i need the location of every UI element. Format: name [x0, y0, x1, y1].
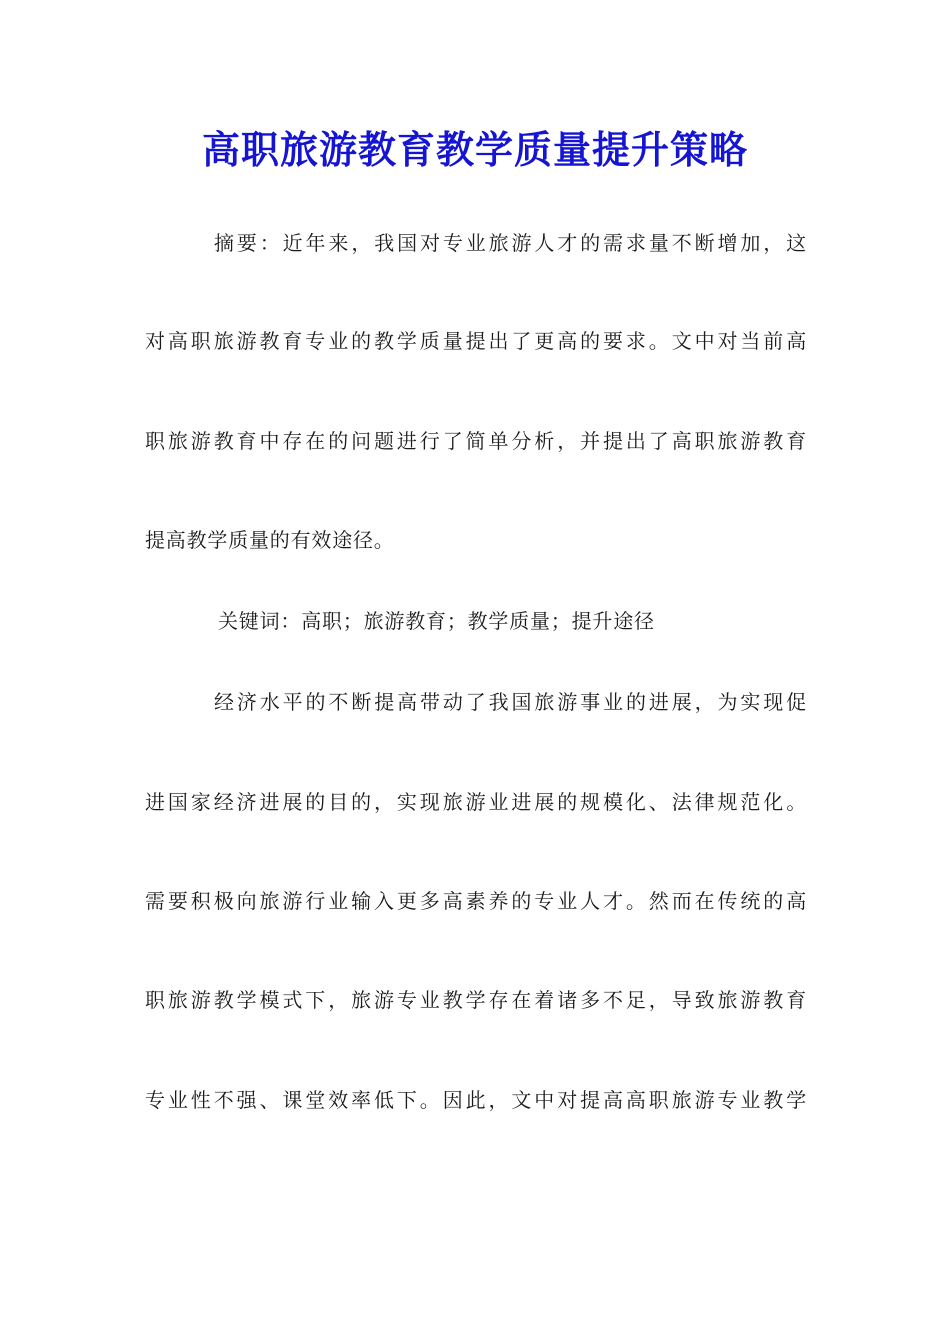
abstract-line: 提高教学质量的有效途径。	[145, 528, 395, 552]
body-line: 专业性不强、课堂效率低下。因此，文中对提高高职旅游专业教学	[145, 1088, 807, 1112]
body-line: 进国家经济进展的目的，实现旅游业进展的规模化、法律规范化。	[145, 790, 807, 814]
body-line: 需要积极向旅游行业输入更多高素养的专业人才。然而在传统的高	[145, 889, 807, 913]
abstract-line: 摘要：近年来，我国对专业旅游人才的需求量不断增加，这	[214, 231, 807, 255]
keywords-line: 关键词：高职；旅游教育；教学质量；提升途径	[218, 609, 655, 633]
body-line: 经济水平的不断提高带动了我国旅游事业的进展，为实现促	[214, 690, 807, 714]
document-title: 高职旅游教育教学质量提升策略	[201, 127, 748, 172]
abstract-line: 职旅游教育中存在的问题进行了简单分析，并提出了高职旅游教育	[145, 429, 807, 453]
abstract-line: 对高职旅游教育专业的教学质量提出了更高的要求。文中对当前高	[145, 329, 807, 353]
body-line: 职旅游教学模式下，旅游专业教学存在着诸多不足，导致旅游教育	[145, 988, 807, 1012]
